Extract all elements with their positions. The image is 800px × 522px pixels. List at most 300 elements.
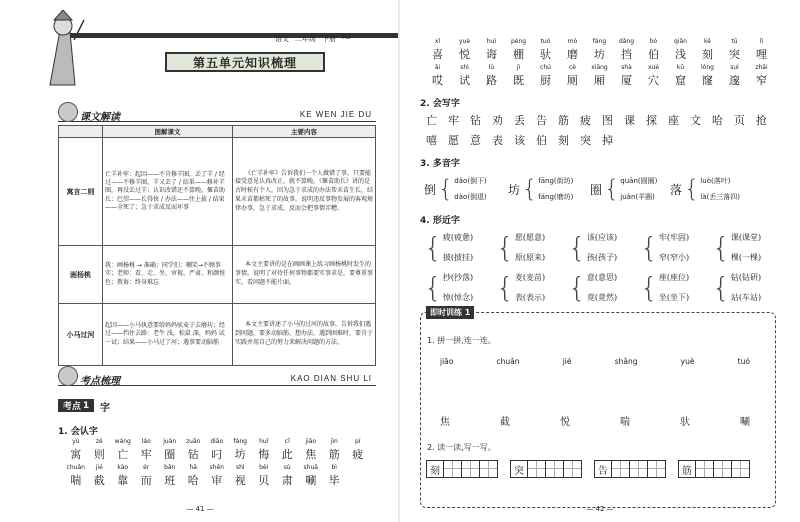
brace-icon: { xyxy=(640,231,658,264)
brace-icon: { xyxy=(604,175,620,203)
char-cell xyxy=(323,464,347,488)
kaodian-number: 1 xyxy=(82,400,90,411)
char-cell xyxy=(252,464,276,488)
char-row xyxy=(424,38,775,62)
pinyin-label: pí xyxy=(355,438,361,445)
polyphone-item xyxy=(508,173,573,205)
hanzi-option: 唰 xyxy=(740,417,750,428)
brace-icon: { xyxy=(640,271,658,304)
reading: dào(倒退) xyxy=(454,193,487,201)
pinyin-label: shěn xyxy=(209,464,224,471)
pinyin-label: wáng xyxy=(114,438,131,445)
tag-grade: 二年级 xyxy=(295,36,316,43)
polyphone-item xyxy=(670,173,740,205)
brace-icon: { xyxy=(424,271,442,304)
similar-pair xyxy=(640,228,689,268)
hanzi-char: 挡 xyxy=(621,48,632,61)
kaodian-title: 字 xyxy=(100,403,110,414)
similar-pair xyxy=(712,228,761,268)
tian-box[interactable] xyxy=(444,460,462,478)
hanzi-char: 亡 xyxy=(117,448,129,461)
char-cell xyxy=(721,38,748,62)
hanzi-char: 毕 xyxy=(328,474,340,487)
table-header-row xyxy=(59,126,376,138)
hanzi-char: 则 xyxy=(93,448,105,461)
pinyin-label: yuè xyxy=(458,38,471,45)
write-char: 伯 xyxy=(536,134,547,147)
tian-box[interactable] xyxy=(630,460,648,478)
pinyin-option: shǎng xyxy=(614,357,638,366)
tag-subject: 语文 xyxy=(275,36,289,43)
hanzi-char: 厨 xyxy=(540,74,551,87)
reading: dǎo(倒下) xyxy=(454,177,487,185)
pinyin-label: shì xyxy=(460,64,469,71)
pinyin-label: lù xyxy=(488,64,495,71)
char-cell xyxy=(613,38,640,62)
section-title: 考点梳理 xyxy=(80,376,120,387)
similar-pair xyxy=(496,228,545,268)
pinyin-label: shà xyxy=(621,64,632,71)
tag-edition: RJ xyxy=(342,34,351,41)
hanzi-char: 而 xyxy=(140,474,152,487)
hanzi-char: 哈 xyxy=(187,474,199,487)
write-char: 该 xyxy=(514,134,525,147)
brace-icon: { xyxy=(712,231,730,264)
hanzi-option: 焦 xyxy=(440,417,450,428)
similar-words xyxy=(443,228,473,268)
similar-words xyxy=(515,268,545,308)
write-char: 筋 xyxy=(558,114,569,127)
pinyin-label: hā xyxy=(189,464,197,471)
sub-title-polyphone: 3. 多音字 xyxy=(420,159,460,169)
char-cell xyxy=(205,438,229,462)
pinyin-label: chuǎn xyxy=(66,464,85,471)
pinyin-label: bèi xyxy=(259,464,269,471)
write-char: 劝 xyxy=(492,114,503,127)
similar-pair xyxy=(568,228,617,268)
similar-word: 站(车站) xyxy=(730,293,762,302)
similar-word: 竟(竟然) xyxy=(586,293,618,302)
table-header: 图解课文 xyxy=(103,126,233,138)
char-cell xyxy=(478,64,505,88)
hanzi-char: 寓 xyxy=(70,448,82,461)
char-cell xyxy=(229,464,253,488)
polyphone-readings xyxy=(700,173,740,205)
pinyin-label: āi xyxy=(434,64,441,71)
char-cell xyxy=(505,64,532,88)
pinyin-label: suì xyxy=(730,64,739,71)
mascot-illustration xyxy=(40,10,85,90)
char-cell xyxy=(586,38,613,62)
char-cell xyxy=(667,64,694,88)
char-cell xyxy=(721,64,748,88)
similar-word: 表(表示) xyxy=(514,293,546,302)
pinyin-label: bān xyxy=(164,464,176,471)
pinyin-label: lóng xyxy=(701,64,714,71)
reading: quān(圆圈) xyxy=(620,177,658,185)
char-cell xyxy=(276,464,300,488)
similar-word: 棵(一棵) xyxy=(730,253,762,262)
pinyin-label: chú xyxy=(540,64,551,71)
similar-word: 牢(牢固) xyxy=(658,233,690,242)
similar-words xyxy=(443,268,473,308)
reading: là(丢三落四) xyxy=(700,193,740,201)
hanzi-row xyxy=(440,413,750,428)
write-char: 嘻 xyxy=(426,134,437,147)
tian-grid-group xyxy=(594,460,666,478)
pinyin-label: shuā xyxy=(303,464,318,471)
pinyin-label: diāo xyxy=(210,438,224,445)
char-cell xyxy=(640,64,667,88)
reading: luò(落叶) xyxy=(700,177,731,185)
section-title: 课文解读 xyxy=(80,112,120,123)
brace-icon: { xyxy=(438,175,454,203)
hanzi-char: 坊 xyxy=(234,448,246,461)
hanzi-char: 悔 xyxy=(258,448,270,461)
pinyin-label: zé xyxy=(95,438,103,445)
char-cell xyxy=(182,438,206,462)
pinyin-label: xǐ xyxy=(434,38,441,45)
char-cell xyxy=(694,64,721,88)
char-row xyxy=(424,64,775,88)
section-title-en: KAO DIAN SHU LI xyxy=(290,374,372,383)
pinyin-label: jié xyxy=(95,464,103,471)
hanzi-char: 喜 xyxy=(432,48,443,61)
tian-box[interactable] xyxy=(696,460,714,478)
brace-icon: { xyxy=(568,231,586,264)
write-char-row xyxy=(426,132,613,148)
hanzi-char: 试 xyxy=(459,74,470,87)
hanzi-char: 路 xyxy=(486,74,497,87)
lion-icon xyxy=(58,366,78,386)
hanzi-char: 窿 xyxy=(702,74,713,87)
char-cell xyxy=(158,464,182,488)
table-row xyxy=(59,304,376,366)
char-cell xyxy=(559,38,586,62)
tian-box[interactable] xyxy=(462,460,480,478)
char-row xyxy=(64,464,346,488)
similar-word: 钻(钻研) xyxy=(730,273,762,282)
char-cell xyxy=(111,464,135,488)
similar-words xyxy=(731,228,761,268)
char-cell xyxy=(667,38,694,62)
hanzi-char: 刻 xyxy=(702,48,713,61)
section-header-kaodian xyxy=(58,372,376,386)
hanzi-char: 筋 xyxy=(328,448,340,461)
similar-pair xyxy=(568,268,617,308)
right-page xyxy=(400,0,800,522)
char-cell xyxy=(586,64,613,88)
table-row xyxy=(59,246,376,304)
hanzi-char: 伯 xyxy=(648,48,659,61)
pinyin-label: fáng xyxy=(592,38,607,45)
char-cell xyxy=(424,38,451,62)
similar-word: 意(意思) xyxy=(586,273,618,282)
hanzi-char: 哩 xyxy=(756,48,767,61)
similar-word: 坐(坐下) xyxy=(658,293,690,302)
similar-pair xyxy=(424,228,473,268)
pinyin-label: tuó xyxy=(540,38,551,45)
write-char: 哈 xyxy=(712,114,723,127)
similar-word: 窄(窄小) xyxy=(658,253,690,262)
similar-word: 麦(麦苗) xyxy=(514,273,546,282)
write-char: 抢 xyxy=(756,114,767,127)
write-char: 刻 xyxy=(558,134,569,147)
pinyin-label: jì xyxy=(516,64,521,71)
char-cell xyxy=(346,438,370,462)
similar-word: 抄(抄落) xyxy=(442,273,474,282)
write-char: 文 xyxy=(690,114,701,127)
grid-lead-char: 刻 xyxy=(426,460,444,478)
write-char: 愿 xyxy=(448,134,459,147)
hanzi-char: 牢 xyxy=(140,448,152,461)
brace-icon: { xyxy=(522,175,538,203)
write-char: 页 xyxy=(734,114,745,127)
kaodian-label-text: 考点 xyxy=(62,402,81,412)
sub-title-write: 2. 会写字 xyxy=(420,99,460,109)
hanzi-char: 邃 xyxy=(729,74,740,87)
pinyin-label: láo xyxy=(141,438,151,445)
pinyin-label: jìn xyxy=(330,438,338,445)
pinyin-label: juàn xyxy=(163,438,177,445)
pinyin-option: tuó xyxy=(737,357,750,366)
char-cell xyxy=(613,64,640,88)
char-cell xyxy=(478,38,505,62)
pinyin-label: tū xyxy=(731,38,738,45)
char-cell xyxy=(182,464,206,488)
lesson-chart: 我：画杨桃 → 准确；同学们：嘲笑→不顾事实；老师：看、走、坐、审视、严肃、和颜悦色；教诲：终身难忘 xyxy=(103,246,233,304)
similar-words xyxy=(659,228,689,268)
tian-box[interactable] xyxy=(564,460,582,478)
write-char: 疲 xyxy=(580,114,591,127)
reading: juàn(羊圈) xyxy=(620,193,655,201)
char-cell xyxy=(64,438,88,462)
table-header: 主要内容 xyxy=(233,126,376,138)
section-title-en: KE WEN JIE DU xyxy=(299,110,372,119)
lesson-name: 小马过河 xyxy=(59,304,103,366)
lesson-main: 本文主要讲的是在画画课上练习画杨桃时发生的事情。说明了对待任何事物都要实事求是，要尊重事实，看问题不能片面。 xyxy=(233,246,376,304)
tian-grid-group xyxy=(426,460,498,478)
hanzi-char: 浅 xyxy=(675,48,686,61)
pinyin-label: fáng xyxy=(233,438,247,445)
pinyin-label: huǐ xyxy=(259,438,269,445)
practice-tag: 即时训练 1 xyxy=(426,306,474,319)
char-cell xyxy=(640,38,667,62)
char-cell xyxy=(88,464,112,488)
write-char: 探 xyxy=(646,114,657,127)
hanzi-char: 视 xyxy=(234,474,246,487)
pinyin-label: yù xyxy=(72,438,80,445)
char-cell xyxy=(424,64,451,88)
polyphone-item xyxy=(590,173,657,205)
write-char: 告 xyxy=(536,114,547,127)
hanzi-char: 既 xyxy=(513,74,524,87)
pinyin-label: zuān xyxy=(186,438,201,445)
hanzi-char: 磨 xyxy=(567,48,578,61)
tian-box[interactable] xyxy=(714,460,732,478)
lesson-chart: 起因——小马执意要给妈妈驮麦子去磨坊；经过——挡住去路：老牛 浅，松鼠 深，妈妈 试一试；结果——小马过了河；遇事要动脑筋 xyxy=(103,304,233,366)
similar-word: 披(披挂) xyxy=(442,253,474,262)
write-char: 丢 xyxy=(514,114,525,127)
similar-words xyxy=(731,268,761,308)
pinyin-label: cè xyxy=(569,64,576,71)
similar-words xyxy=(659,268,689,308)
similar-word: 原(原来) xyxy=(514,253,546,262)
grid-lead-char: 告 xyxy=(594,460,612,478)
similar-pair xyxy=(712,268,761,308)
tian-grid-group xyxy=(678,460,750,478)
pinyin-option: chuǎn xyxy=(496,357,520,366)
sub-title-recognize: 1. 会认字 xyxy=(58,427,98,437)
pinyin-label: xué xyxy=(647,64,660,71)
similar-word: 座(座位) xyxy=(658,273,690,282)
hanzi-char: 审 xyxy=(211,474,223,487)
tag-volume: 下册 xyxy=(322,36,336,43)
similar-word: 该(应该) xyxy=(586,233,618,242)
tian-box[interactable] xyxy=(612,460,630,478)
tian-box[interactable] xyxy=(528,460,546,478)
pinyin-label: xiāng xyxy=(591,64,608,71)
hanzi-char: 截 xyxy=(93,474,105,487)
similar-word: 课(课堂) xyxy=(730,233,762,242)
write-char: 钻 xyxy=(470,114,481,127)
write-char: 亡 xyxy=(426,114,437,127)
char-cell xyxy=(111,438,135,462)
write-char: 课 xyxy=(624,114,635,127)
char-cell xyxy=(748,64,775,88)
hanzi-char: 驮 xyxy=(540,48,551,61)
hanzi-char: 此 xyxy=(281,448,293,461)
similar-word: 孩(孩子) xyxy=(586,253,618,262)
hanzi-char: 棚 xyxy=(513,48,524,61)
char-cell xyxy=(135,464,159,488)
brace-icon: { xyxy=(496,271,514,304)
similar-word: 疲(疲惫) xyxy=(442,233,474,242)
hanzi-char: 窄 xyxy=(756,74,767,87)
char-cell xyxy=(559,64,586,88)
lesson-name: 寓言二则 xyxy=(59,138,103,246)
brace-icon: { xyxy=(568,271,586,304)
polyphone-char: 坊 xyxy=(508,182,521,197)
write-char: 意 xyxy=(470,134,481,147)
pinyin-option: jiāo xyxy=(440,357,454,366)
pinyin-option: yuè xyxy=(680,357,695,366)
lesson-table xyxy=(58,125,376,366)
write-char: 掉 xyxy=(602,134,613,147)
char-cell xyxy=(299,464,323,488)
hanzi-char: 厢 xyxy=(594,74,605,87)
char-cell xyxy=(694,38,721,62)
brace-icon: { xyxy=(424,231,442,264)
pinyin-label: qiǎn xyxy=(674,38,687,45)
polyphone-char: 圈 xyxy=(590,182,603,197)
char-cell xyxy=(505,38,532,62)
hanzi-option: 驮 xyxy=(680,417,690,428)
pinyin-label: ér xyxy=(143,464,150,471)
hanzi-char: 窟 xyxy=(675,74,686,87)
hanzi-char: 穴 xyxy=(648,74,659,87)
hanzi-char: 厦 xyxy=(621,74,632,87)
hanzi-char: 坊 xyxy=(594,48,605,61)
lesson-name: 画杨桃 xyxy=(59,246,103,304)
tian-box[interactable] xyxy=(648,460,666,478)
hanzi-char: 叼 xyxy=(211,448,223,461)
similar-word: 悼(悼念) xyxy=(442,293,474,302)
hanzi-option: 截 xyxy=(500,417,510,428)
char-cell xyxy=(229,438,253,462)
lesson-main: 本文主要讲述了小马的过河的故事，告诉我们遇到问题，要多动脑筋，想办法，遇到困难时，要肯于实践并用自己的努力来解决问题的方法。 xyxy=(233,304,376,366)
brace-icon: { xyxy=(684,175,700,203)
hanzi-char: 唰 xyxy=(305,474,317,487)
polyphone-readings xyxy=(538,173,573,205)
write-char: 表 xyxy=(492,134,503,147)
hanzi-char: 突 xyxy=(729,48,740,61)
students-icon xyxy=(58,102,78,122)
pinyin-label: shì xyxy=(235,464,245,471)
brace-icon: { xyxy=(712,271,730,304)
polyphone-readings xyxy=(620,173,657,205)
hanzi-char: 贝 xyxy=(258,474,270,487)
hanzi-char: 厕 xyxy=(567,74,578,87)
tian-box[interactable] xyxy=(546,460,564,478)
pinyin-label: bì xyxy=(331,464,337,471)
char-cell xyxy=(299,438,323,462)
grid-lead-char: 筋 xyxy=(678,460,696,478)
similar-words xyxy=(587,228,617,268)
hanzi-char: 哎 xyxy=(432,74,443,87)
table-header xyxy=(59,126,103,138)
write-char-row xyxy=(426,112,767,128)
similar-pair xyxy=(424,268,473,308)
reading: fāng(街坊) xyxy=(538,177,574,185)
hanzi-char: 肃 xyxy=(281,474,293,487)
polyphone-item xyxy=(424,173,487,205)
hanzi-option: 喘 xyxy=(620,417,630,428)
tian-box[interactable] xyxy=(732,460,750,478)
pinyin-label: kě xyxy=(704,38,711,45)
page-number: — 41 — xyxy=(186,505,214,513)
pinyin-label: zhǎi xyxy=(755,64,768,71)
hanzi-char: 钻 xyxy=(187,448,199,461)
write-char: 图 xyxy=(602,114,613,127)
polyphone-readings xyxy=(454,173,486,205)
hanzi-char: 疲 xyxy=(352,448,364,461)
char-cell xyxy=(532,64,559,88)
pinyin-row xyxy=(440,357,750,366)
hanzi-char: 班 xyxy=(164,474,176,487)
char-cell xyxy=(88,438,112,462)
polyphone-char: 落 xyxy=(670,182,683,197)
reading: fáng(磨坊) xyxy=(538,193,574,201)
polyphone-char: 倒 xyxy=(424,182,437,197)
header-tags xyxy=(275,34,351,44)
pinyin-label: lì xyxy=(759,38,764,45)
lesson-main: 《亡羊补牢》告诉我们一个人做错了事，只要能接受意见认真改正，就不算晚。《揠苗助长》讲的是古时候有个人，因为急于求成的办法帮禾苗生长，结果禾苗都枯死了的故事。说明违反事物发展的客观规律办事，急于求成，反而会把事情弄糟。 xyxy=(233,138,376,246)
table-row xyxy=(59,138,376,246)
similar-pair xyxy=(640,268,689,308)
pinyin-option: jié xyxy=(562,357,572,366)
char-cell xyxy=(64,464,88,488)
tian-box[interactable] xyxy=(480,460,498,478)
tian-grid-group xyxy=(510,460,582,478)
char-cell xyxy=(158,438,182,462)
write-char: 牢 xyxy=(448,114,459,127)
write-char: 座 xyxy=(668,114,679,127)
hanzi-char: 焦 xyxy=(305,448,317,461)
pinyin-label: bó xyxy=(649,38,658,45)
write-char: 突 xyxy=(580,134,591,147)
brace-icon: { xyxy=(496,231,514,264)
